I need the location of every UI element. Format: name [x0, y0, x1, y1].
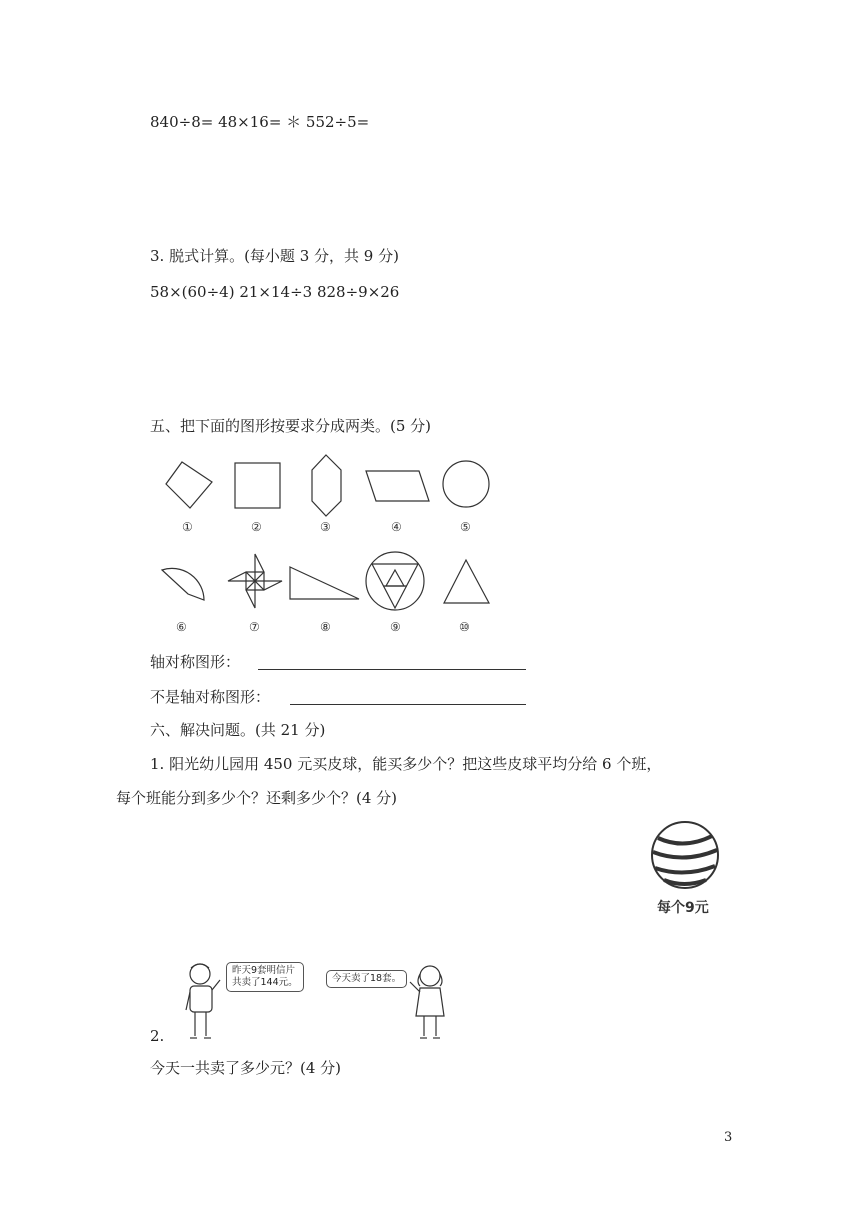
- shape-label-8: ⑧: [320, 620, 331, 634]
- shape-label-9: ⑨: [390, 620, 401, 634]
- shape-label-4: ④: [391, 520, 402, 534]
- ball-icon: [650, 820, 722, 892]
- shape-circle: [442, 460, 492, 510]
- shape-label-3: ③: [320, 520, 331, 534]
- shape-parallelogram: [364, 470, 432, 504]
- shape-triangle: [442, 558, 492, 606]
- q2-question: 今天一共卖了多少元？(4 分): [150, 1059, 342, 1077]
- girl-figure-icon: [406, 962, 452, 1044]
- shape-label-2: ②: [251, 520, 262, 534]
- shape-hexagon: [310, 454, 344, 518]
- shape-label-5: ⑤: [460, 520, 471, 534]
- shape-label-1: ①: [182, 520, 193, 534]
- boy-bubble-line-1: 昨天9套明信片: [232, 965, 296, 976]
- shape-label-7: ⑦: [249, 620, 260, 634]
- q1-line-1: 1. 阳光幼儿园用 450 元买皮球，能买多少个？把这些皮球平均分给 6 个班，: [150, 755, 662, 773]
- shape-right-triangle: [288, 564, 362, 602]
- q2-number: 2.: [150, 1027, 165, 1045]
- q3-title: 3. 脱式计算。(每小题 3 分，共 9 分): [150, 247, 399, 265]
- shape-square: [234, 462, 282, 510]
- girl-bubble-text: 今天卖了18套。: [332, 973, 402, 984]
- symmetric-answer-line[interactable]: [258, 669, 526, 670]
- boy-bubble-line-2: 共卖了144元。: [232, 977, 298, 988]
- shape-circle-triangles: [364, 550, 428, 614]
- section6-title: 六、解决问题。(共 21 分): [150, 721, 326, 739]
- girl-speech-bubble: [326, 970, 407, 988]
- nonsymmetric-answer-line[interactable]: [290, 704, 526, 705]
- boy-figure-icon: [180, 960, 224, 1044]
- shape-pinwheel: [226, 552, 284, 610]
- page-number: 3: [724, 1130, 733, 1145]
- symmetric-label: 轴对称图形：: [150, 653, 241, 671]
- shape-label-10: ⑩: [459, 620, 470, 634]
- shape-label-6: ⑥: [176, 620, 187, 634]
- shape-quadrilateral: [160, 460, 216, 512]
- q1-line-2: 每个班能分到多少个？还剩多少个？(4 分): [116, 789, 398, 807]
- q3-items: 58×(60÷4) 21×14÷3 828÷9×26: [150, 283, 400, 301]
- nonsymmetric-label: 不是轴对称图形：: [150, 688, 271, 706]
- shape-sector: [160, 560, 210, 606]
- section5-title: 五、把下面的图形按要求分成两类。(5 分): [150, 417, 432, 435]
- boy-speech-bubble: [226, 962, 304, 992]
- ball-price: 每个9元: [657, 900, 709, 916]
- calc-row: 840÷8= 48×16= ＊ 552÷5=: [150, 113, 370, 131]
